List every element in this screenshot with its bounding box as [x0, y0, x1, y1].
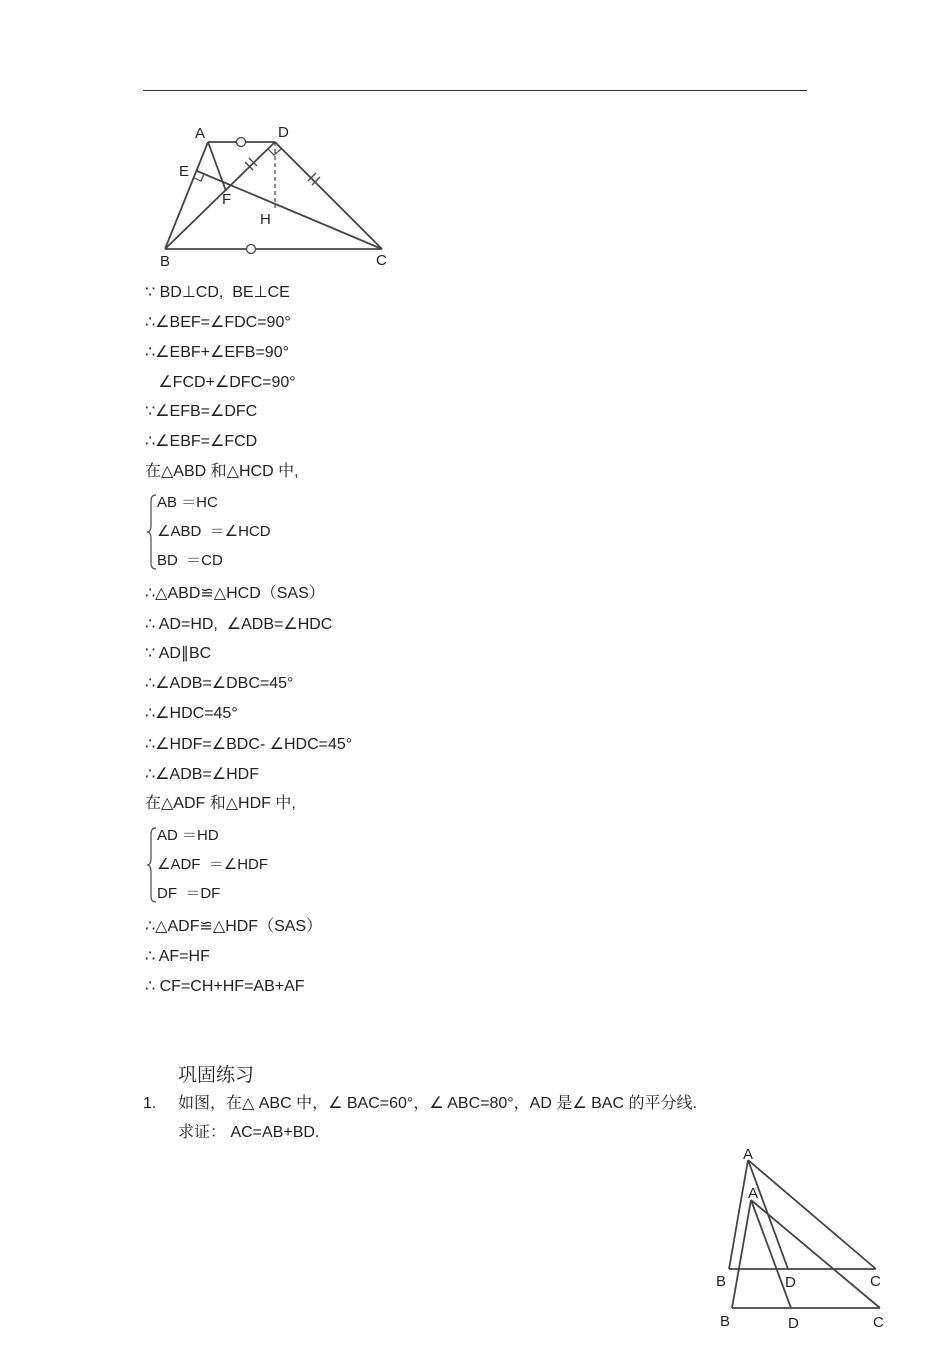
equation-system-2	[145, 825, 345, 905]
triangle-figure	[705, 1140, 900, 1340]
label-b-lower: B	[720, 1313, 731, 1330]
exercise-problem: 如图，在△ ABC 中，∠ BAC=60°，∠ ABC=80°，AD 是∠ BAC 的平分线.	[178, 1095, 697, 1112]
label-a: A	[195, 125, 206, 142]
segment-ab	[165, 142, 208, 249]
proof-line: ∴∠BEF=∠FDC=90°	[145, 314, 291, 331]
header-rule	[143, 90, 807, 91]
label-c: C	[376, 252, 387, 269]
system-row: AD ＝HD	[157, 827, 219, 844]
section-heading: 巩固练习	[178, 1064, 255, 1086]
label-a-lower: A	[748, 1185, 759, 1202]
system-row: AB ＝HC	[157, 494, 218, 511]
proof-line: ∴△ABD≌△HCD（SAS）	[145, 585, 325, 602]
proof-line: ∴ CF=CH+HF=AB+AF	[145, 978, 305, 995]
label-d-upper: D	[785, 1274, 796, 1291]
label-c-upper: C	[870, 1273, 881, 1290]
proof-line: ∴ AF=HF	[145, 948, 210, 965]
equation-system-1	[145, 492, 345, 572]
proof-line: 在△ABD 和△HCD 中,	[145, 463, 299, 480]
proof-line: ∴∠ADB=∠HDF	[145, 766, 259, 783]
segment-ec	[197, 171, 382, 249]
label-h: H	[260, 211, 271, 228]
system-row: DF ＝DF	[157, 885, 221, 902]
proof-line: ∴∠ADB=∠DBC=45°	[145, 675, 294, 692]
system-row: ∠ADF ＝∠HDF	[157, 856, 269, 873]
proof-line: ∴△ADF≌△HDF（SAS）	[145, 918, 323, 935]
label-f: F	[222, 191, 232, 208]
equal-mark-ad	[237, 138, 246, 147]
label-c-lower: C	[873, 1314, 884, 1331]
label-d: D	[278, 124, 289, 141]
exercise-number: 1.	[143, 1095, 157, 1112]
proof-line: ∵∠EFB=∠DFC	[145, 403, 258, 420]
label-b: B	[160, 253, 171, 270]
proof-line: ∴∠HDC=45°	[145, 705, 238, 722]
label-b-upper: B	[716, 1273, 727, 1290]
segment-bd	[165, 142, 275, 249]
segment-af	[208, 142, 226, 191]
system-row: BD ＝CD	[157, 552, 223, 569]
label-e: E	[179, 163, 190, 180]
proof-line: ∠FCD+∠DFC=90°	[145, 374, 296, 391]
exercise-prove: 求证： AC=AB+BD.	[178, 1124, 320, 1141]
trapezoid-figure	[150, 118, 400, 273]
proof-line: ∴∠HDF=∠BDC- ∠HDC=45°	[145, 736, 353, 753]
segment-dc	[275, 142, 382, 249]
label-a-upper: A	[743, 1146, 754, 1163]
proof-line: ∴∠EBF=∠FCD	[145, 433, 258, 450]
proof-line: ∴ AD=HD, ∠ADB=∠HDC	[145, 616, 333, 633]
equal-mark-bc	[247, 245, 256, 254]
proof-line: ∵ BD⊥CD, BE⊥CE	[145, 284, 290, 301]
proof-line: ∴∠EBF+∠EFB=90°	[145, 344, 289, 361]
label-d-lower: D	[788, 1315, 799, 1332]
proof-line: 在△ADF 和△HDF 中,	[145, 795, 296, 812]
proof-line: ∵ AD∥BC	[145, 645, 212, 662]
system-row: ∠ABD ＝∠HCD	[157, 523, 271, 540]
